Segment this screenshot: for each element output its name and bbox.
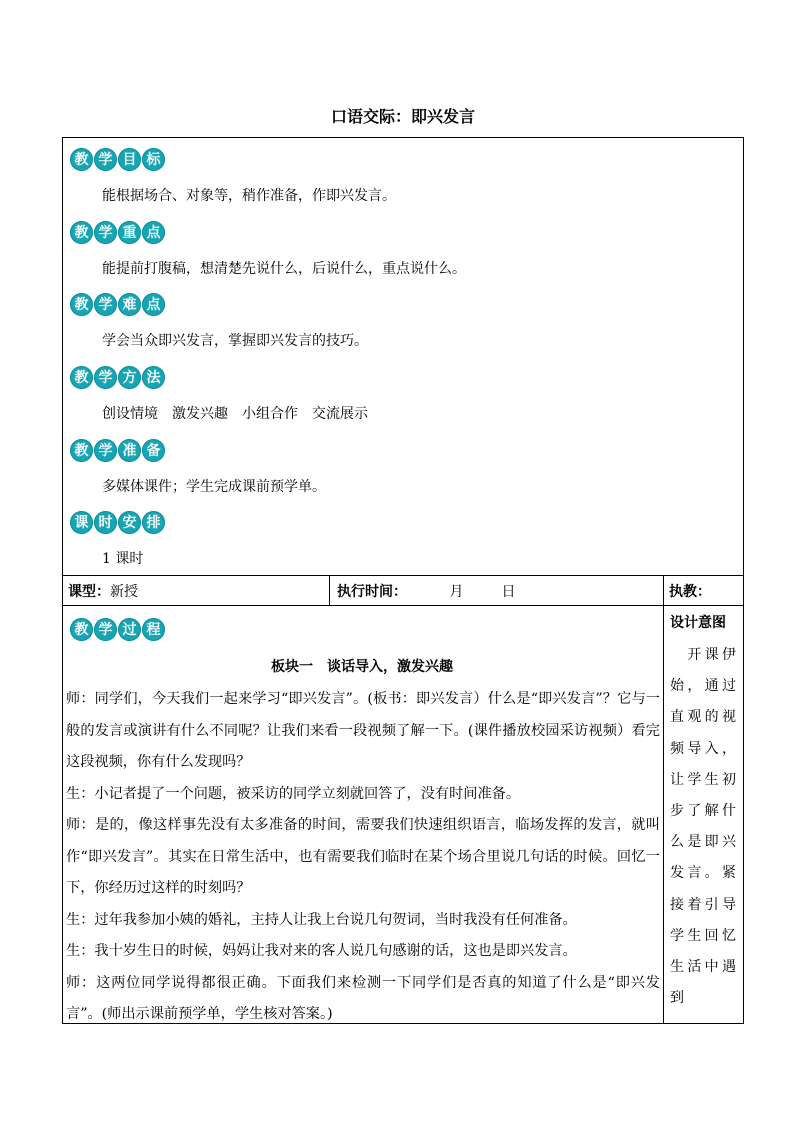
design-intent-text: 开课伊始，通过直观的视频导入，让学生初步了解什么是即兴发言。紧接着引导学生回忆生活中遇到 (670, 647, 736, 1007)
table-divider (663, 575, 664, 1024)
course-type-value: 新授 (110, 584, 138, 600)
section-label-difficulties: 教 学 难 点 (70, 293, 165, 316)
dialogue-paragraph: 生：我十岁生日的时候，妈妈让我对来的客人说几句感谢的话，这也是即兴发言。 (66, 943, 577, 959)
key-points-text: 能提前打腹稿，想清楚先说什么，后说什么，重点说什么。 (102, 261, 466, 277)
block-title: 板块一 谈话导入，激发兴趣 (271, 659, 453, 675)
process-body (66, 684, 660, 1031)
table-divider (62, 575, 744, 576)
section-label-preparation: 教 学 准 备 (70, 439, 165, 462)
dialogue-paragraph: 生：过年我参加小姨的婚礼，主持人让我上台说几句贺词，当时我没有任何准备。 (66, 911, 577, 928)
course-type (68, 583, 138, 601)
exec-day: 日 (501, 584, 516, 600)
schedule-text: 1 课时 (102, 551, 144, 567)
dialogue-paragraph: 师：是的，像这样事先没有太多准备的时间，需要我们快速组织语言，临场发挥的发言，就叫作“即兴发言”。其实在日常生活中，也有需要我们临时在某个场合里说几句话的时候。回忆一下，你经历过这样的时刻吗？ (66, 817, 660, 896)
teaching-goals-text: 能根据场合、对象等，稍作准备，作即兴发言。 (102, 188, 396, 204)
section-label-schedule: 课 时 安 排 (70, 511, 165, 534)
exec-month: 月 (449, 584, 464, 600)
teacher (669, 583, 711, 601)
methods-text: 创设情境 激发兴趣 小组合作 交流展示 (102, 406, 368, 422)
section-label-process: 教 学 过 程 (70, 618, 165, 641)
dialogue-paragraph: 生：小记者提了一个问题，被采访的同学立刻就回答了，没有时间准备。 (66, 785, 521, 802)
table-divider (62, 605, 744, 606)
exec-time-label: 执行时间： (337, 584, 407, 600)
section-label-teaching-goals: 教 学 目 标 (70, 148, 165, 171)
course-type-label: 课型： (68, 584, 110, 600)
page-title: 口语交际：即兴发言 (330, 107, 475, 126)
section-label-key-points: 教 学 重 点 (70, 221, 165, 244)
table-divider (329, 575, 330, 605)
exec-time (337, 583, 515, 601)
teacher-label: 执教： (669, 584, 711, 600)
dialogue-paragraph: 师：这两位同学说得都很正确。下面我们来检测一下同学们是否真的知道了什么是“即兴发言”。(师出示课前预学单，学生核对答案。) (66, 974, 660, 1022)
preparation-text: 多媒体课件；学生完成课前预学单。 (102, 479, 326, 495)
dialogue-paragraph: 师：同学们，今天我们一起来学习“即兴发言”。(板书：即兴发言）什么是“即兴发言”？它与一般的发言或演讲有什么不同呢？让我们来看一段视频了解一下。(课件播放校园采访视频）看完这段视频，你有什么发现吗？ (66, 691, 660, 770)
section-label-methods: 教 学 方 法 (70, 366, 165, 389)
design-intent-title: 设计意图 (670, 615, 726, 631)
difficulties-text: 学会当众即兴发言，掌握即兴发言的技巧。 (102, 333, 368, 349)
